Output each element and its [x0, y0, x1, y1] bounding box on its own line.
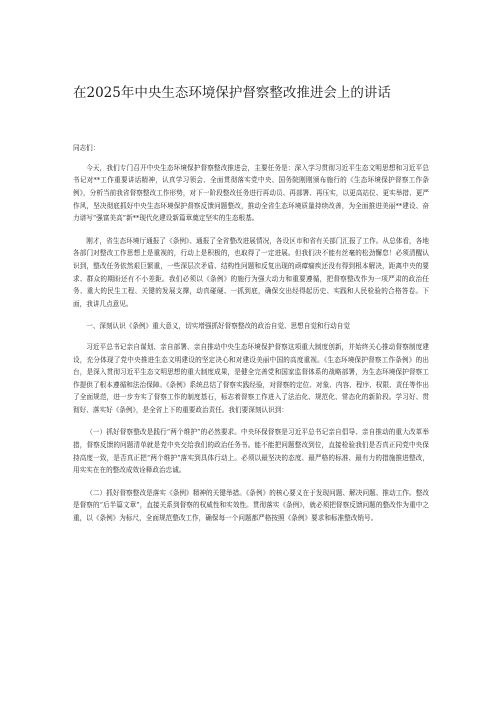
section-heading: 一、深刻认识《条例》重大意义，切实增强抓好督察整改的政治自觉、思想自觉和行动自觉 — [86, 322, 350, 331]
document-title: 在2025年中央生态环境保护督察整改推进会上的讲话 — [73, 85, 391, 101]
paragraph: （二）抓好督察整改是落实《条例》精神的关键举措。《条例》的核心要义在于发现问题、解决问题、推动工作。整改是督察的“后半篇文章”，直接关系到督察的权威性和实效性。贯彻落实《条例》，就必须把督察反馈问题的整改作为重中之重，以《条例》为标尺，全面规范整改工作，确保每一个问题都严格按照《条例》要求和标准整改销号。 — [73, 488, 429, 523]
paragraph: 习近平总书记亲自谋划、亲自部署、亲自推动中央生态环境保护督察这项重大制度创新，并始终关心推动督察制度建设，充分体现了党中央推进生态文明建设的坚定决心和对建设美丽中国的高度重视。《生态环境保护督察工作条例》的出台，是深入贯彻习近平生态文明思想的重大制度成果，是健全完善党和国家监督体系的战略部署，为生态环境保护督察工作提供了根本遵循和法治保障。《条例》系统总结了督察实践经验，对督察的定位、对象、内容、程序、权限、责任等作出了全面规范，进一步夯实了督察工作的制度基石，标志着督察工作进入了法治化、规范化、常态化的新阶段。学习好、贯彻好、落实好《条例》，是全省上下的重要政治责任。我们要深刻认识到： — [73, 342, 429, 414]
document-body — [73, 142, 429, 535]
paragraph: 今天，我们专门召开中央生态环境保护督察整改推进会，主要任务是：深入学习贯彻习近平生态文明思想和习近平总书记对**工作重要讲话精神，认真学习领会、全面贯彻落实党中央、国务院刚刚颁布施行的《生态环境保护督察工作条例》，分析当前我省督察整改工作形势，对下一阶段整改任务进行再动员、再部署、再压实，以更高站位、更实举措、更严作风，坚决彻底抓好中央生态环境保护督察反馈问题整改，推动全省生态环境质量持续改善，为全面推进美丽**建设、奋力谱写“强富美高”新**现代化建设新篇章奠定坚实的生态根基。 — [73, 163, 429, 223]
paragraph: （一）抓好督察整改是践行“两个维护”的必然要求。中央环保督察是习近平总书记亲自倡导、亲自推动的重大改革举措，督察反馈的问题清单就是党中央交给我们的政治任务书。能不能把问题整改到位，直接检验我们是否真正同党中央保持高度一致，是否真正把“两个维护”落实到具体行动上。必须以最坚决的态度、最严格的标准、最有力的措施推进整改，用实实在在的整改成效诠释政治忠诚。 — [73, 428, 429, 475]
paragraph: 刚才，省生态环境厅通报了《条例》、通报了全省整改进展情况，各设区市和省有关部门汇报了工作。从总体看，各地各部门对整改工作思想上是重视的，行动上是积极的，也取得了一定进展。但我们决不能有丝毫的松劲懈怠！必须清醒认识到，整改任务依然艰巨繁重，一些深层次矛盾、结构性问题和反复出现的顽瘴痼疾还没有得到根本解决，距离中央的要求、群众的期盼还有不小差距。我们必须以《条例》的施行为强大动力和重要遵循，把督察整改作为一项严肃的政治任务、重大的民生工程、关键的发展支撑，动真碰硬、一抓到底，确保交出经得起历史、实践和人民检验的合格答卷。下面，我讲几点意见。 — [73, 236, 429, 308]
salutation: 同志们： — [73, 144, 100, 152]
